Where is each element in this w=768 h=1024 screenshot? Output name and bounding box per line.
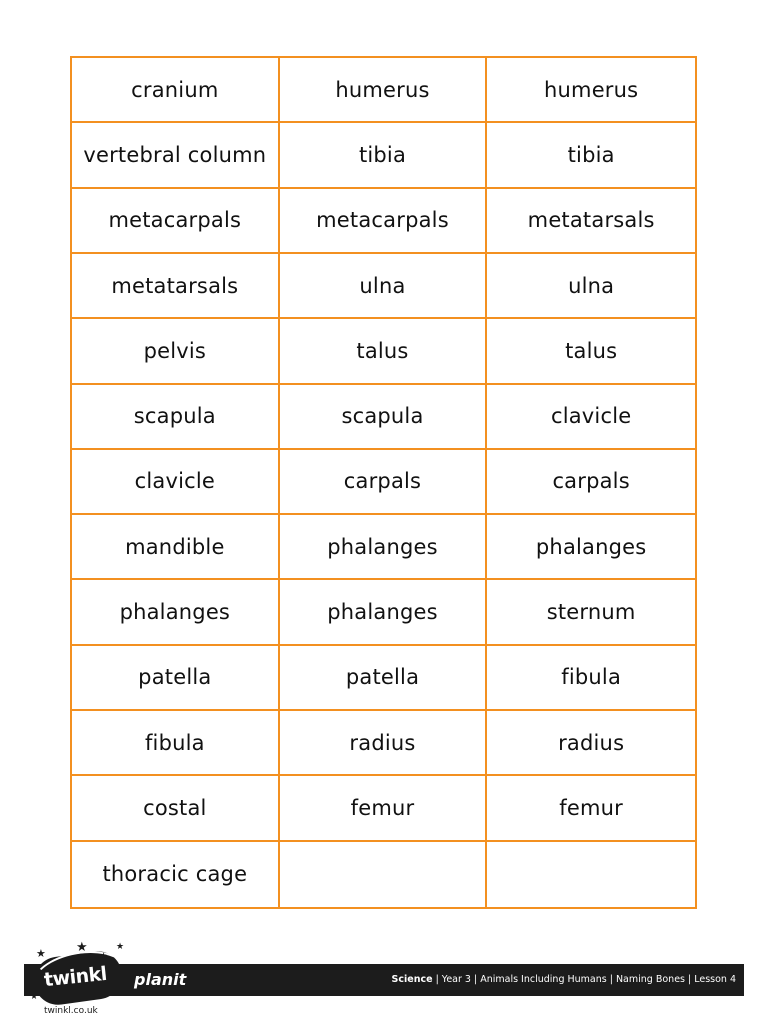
word-card: ulna (280, 254, 488, 319)
word-card: fibula (72, 711, 280, 776)
word-card: carpals (280, 450, 488, 515)
word-card: sternum (487, 580, 695, 645)
word-card: vertebral column (72, 123, 280, 188)
word-card: metacarpals (280, 189, 488, 254)
word-card: tibia (280, 123, 488, 188)
word-card: phalanges (72, 580, 280, 645)
word-card-grid (70, 56, 697, 909)
word-card: phalanges (280, 515, 488, 580)
word-card: talus (487, 319, 695, 384)
star-icon: ★ (100, 951, 108, 960)
word-card: phalanges (487, 515, 695, 580)
word-card: mandible (72, 515, 280, 580)
word-card: femur (487, 776, 695, 841)
lesson-path: | Year 3 | Animals Including Humans | Naming Bones | Lesson 4 (432, 974, 736, 985)
word-card: patella (280, 646, 488, 711)
lesson-breadcrumb (392, 974, 736, 985)
word-card: radius (280, 711, 488, 776)
word-card: metatarsals (72, 254, 280, 319)
word-card (280, 842, 488, 907)
word-card: ulna (487, 254, 695, 319)
word-card: fibula (487, 646, 695, 711)
word-card: femur (280, 776, 488, 841)
word-card: thoracic cage (72, 842, 280, 907)
word-card: humerus (280, 58, 488, 123)
footer (0, 940, 768, 1024)
word-card: scapula (72, 385, 280, 450)
word-card: metacarpals (72, 189, 280, 254)
word-card: humerus (487, 58, 695, 123)
word-card: scapula (280, 385, 488, 450)
word-card: clavicle (72, 450, 280, 515)
word-card: costal (72, 776, 280, 841)
word-card: phalanges (280, 580, 488, 645)
star-icon: ★ (36, 947, 46, 960)
word-card: metatarsals (487, 189, 695, 254)
word-card: clavicle (487, 385, 695, 450)
word-card: cranium (72, 58, 280, 123)
logo-text: twinkl (43, 962, 108, 992)
word-card: tibia (487, 123, 695, 188)
star-icon: ★ (76, 940, 88, 955)
word-card: patella (72, 646, 280, 711)
planit-brand: planit (134, 970, 187, 989)
word-card (487, 842, 695, 907)
word-card: pelvis (72, 319, 280, 384)
site-url: twinkl.co.uk (44, 1006, 98, 1016)
subject-label: Science (391, 974, 433, 985)
star-icon: ★ (30, 992, 39, 1002)
star-icon: ★ (116, 942, 125, 952)
word-card: carpals (487, 450, 695, 515)
word-card: talus (280, 319, 488, 384)
word-card: radius (487, 711, 695, 776)
